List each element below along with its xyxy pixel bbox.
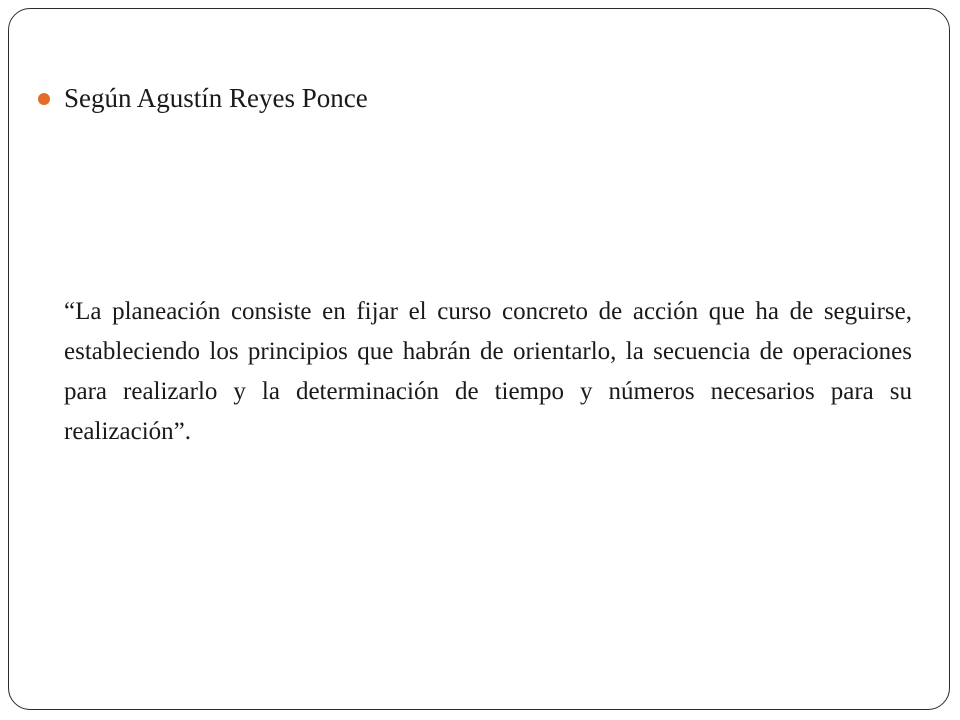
- quote-paragraph: “La planeación consiste en fijar el curso concreto de acción que ha de seguirse, estableciendo los principios que habrán de orientarlo, la secuencia de operaciones para realizarlo y la determinación de tiempo y números necesarios para su realización”.: [64, 298, 912, 445]
- bullet-item: [38, 80, 368, 116]
- bullet-dot-icon: [38, 93, 50, 105]
- bullet-heading: Según Agustín Reyes Ponce: [64, 83, 368, 113]
